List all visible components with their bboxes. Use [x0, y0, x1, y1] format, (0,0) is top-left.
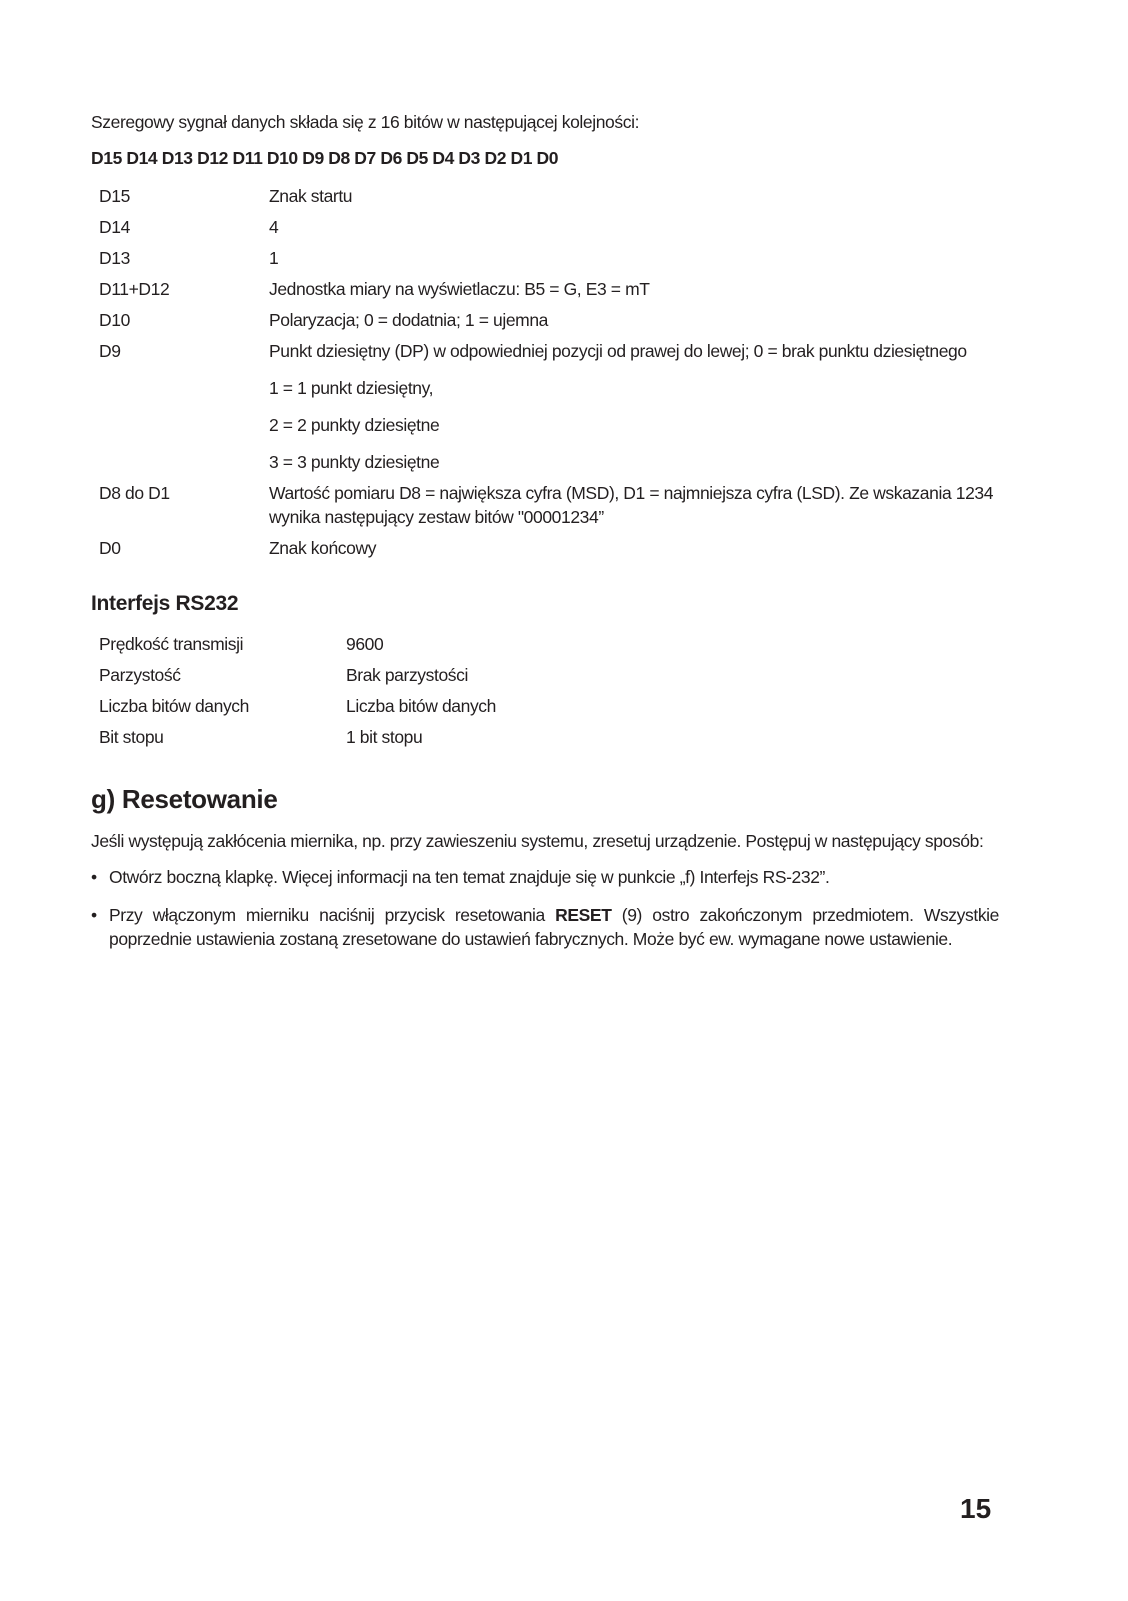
rs232-table	[99, 632, 999, 749]
intro-text: Szeregowy sygnał danych składa się z 16 bitów w następującej kolejności:	[91, 112, 640, 132]
bit-key: D15	[99, 186, 130, 206]
table-row	[99, 725, 999, 749]
step-text	[109, 903, 999, 951]
rs232-heading: Interfejs RS232	[91, 592, 239, 615]
table-row	[99, 663, 999, 687]
table-row	[99, 339, 999, 474]
document-page	[91, 110, 999, 965]
bit-value: Punkt dziesiętny (DP) w odpowiedniej pozycji od prawej do lewej; 0 = brak punktu dziesiętnego	[269, 341, 967, 361]
rs232-value: 1 bit stopu	[346, 727, 423, 747]
step-text-before: Przy włączonym mierniku naciśnij przycisk resetowania	[109, 905, 556, 925]
bit-key: D13	[99, 248, 130, 268]
decimal-point-option: 1 = 1 punkt dziesiętny,	[269, 378, 434, 398]
bit-key: D8 do D1	[99, 483, 170, 503]
table-row	[99, 694, 999, 718]
rs232-key: Liczba bitów danych	[99, 696, 249, 716]
page-number: 15	[960, 1493, 992, 1524]
decimal-point-option: 2 = 2 punkty dziesiętne	[269, 415, 440, 435]
table-row	[99, 246, 999, 270]
bit-value: 4	[269, 217, 279, 237]
bit-key: D14	[99, 217, 130, 237]
reset-button-name: RESET	[555, 905, 612, 925]
bit-key: D10	[99, 310, 130, 330]
table-row	[99, 481, 999, 529]
decimal-point-option: 3 = 3 punkty dziesiętne	[269, 452, 440, 472]
bit-sequence: D15 D14 D13 D12 D11 D10 D9 D8 D7 D6 D5 D4 D3 D2 D1 D0	[91, 148, 559, 168]
bullet-icon: •	[91, 905, 97, 925]
rs232-value: Liczba bitów danych	[346, 696, 496, 716]
table-row	[99, 277, 999, 301]
table-row	[99, 184, 999, 208]
bit-value: Znak startu	[269, 186, 353, 206]
list-item	[91, 865, 999, 889]
bit-key: D11+D12	[99, 279, 170, 299]
rs232-key: Prędkość transmisji	[99, 634, 244, 654]
table-row	[99, 215, 999, 239]
rs232-value: 9600	[346, 634, 384, 654]
table-row	[99, 308, 999, 332]
bit-key: D0	[99, 538, 121, 558]
step-text: Otwórz boczną klapkę. Więcej informacji na ten temat znajduje się w punkcie „f) Interfejs RS-232”.	[109, 867, 830, 887]
bit-value: Wartość pomiaru D8 = największa cyfra (MSD), D1 = najmniejsza cyfra (LSD). Ze wskazania 1234 wynika następujący zestaw bitów "00001234”	[269, 483, 994, 527]
bit-table	[99, 184, 999, 560]
bit-value-group	[269, 339, 999, 474]
table-row	[99, 632, 999, 656]
rs232-key: Bit stopu	[99, 727, 164, 747]
rs232-value: Brak parzystości	[346, 665, 468, 685]
reset-heading: g) Resetowanie	[91, 784, 278, 814]
bit-value: Znak końcowy	[269, 538, 377, 558]
step-text-after: (9) ostro zakończonym przedmiotem. Wszystkie poprzednie ustawienia zostaną zresetowane do ustawień fabrycznych. Może być ew. wymagane nowe ustawienie.	[109, 905, 999, 949]
reset-steps-list	[91, 865, 999, 951]
reset-paragraph: Jeśli występują zakłócenia miernika, np. przy zawieszeniu systemu, zresetuj urządzenie. Postępuj w następujący sposób:	[91, 831, 984, 851]
bullet-icon: •	[91, 867, 97, 887]
bit-value: Polaryzacja; 0 = dodatnia; 1 = ujemna	[269, 310, 549, 330]
rs232-key: Parzystość	[99, 665, 181, 685]
bit-value: 1	[269, 248, 279, 268]
table-row	[99, 536, 999, 560]
bit-value: Jednostka miary na wyświetlaczu: B5 = G, E3 = mT	[269, 279, 650, 299]
bit-key: D9	[99, 341, 121, 361]
list-item	[91, 903, 999, 951]
